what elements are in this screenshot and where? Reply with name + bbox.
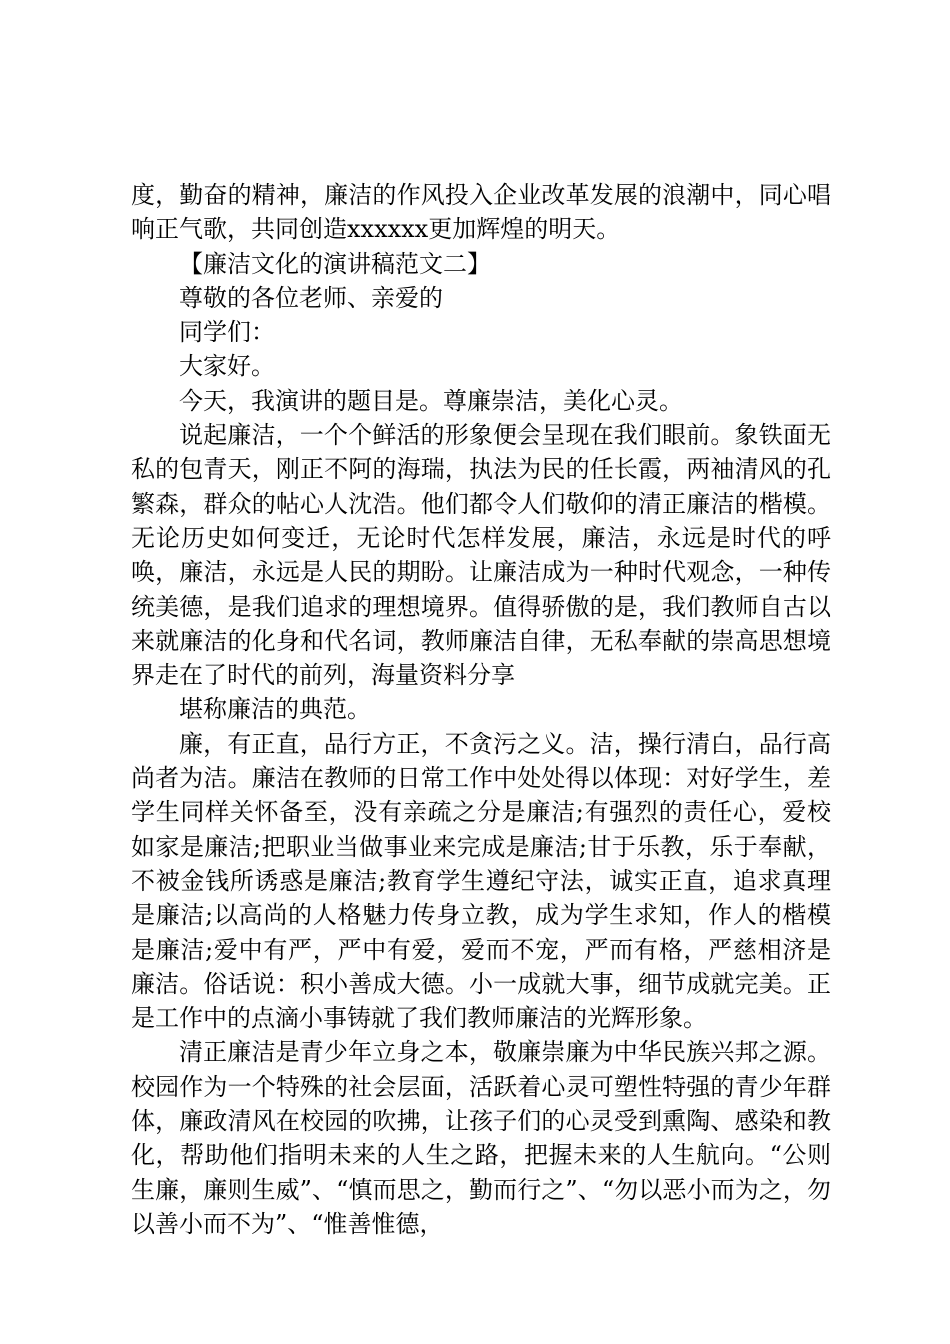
section-heading: 【廉洁文化的演讲稿范文二】 xyxy=(179,249,491,278)
paragraph-role-models: 说起廉洁，一个个鲜活的形象便会呈现在我们眼前。象铁面无私的包青天，刚正不阿的海瑞，执法为民的任长霞，两袖清风的孔繁森，群众的帖心人沈浩。他们都令人们敬仰的清正廉洁的楷模。无论历史如何变迁，无论时代怎样发展，廉洁，永远是时代的呼唤，廉洁，永远是人民的期盼。让廉洁成为一种时代观念，一种传统美德，是我们追求的理想境界。值得骄傲的是，我们教师自古以来就廉洁的化身和代名词，教师廉洁自律，无私奉献的崇高思想境界走在了时代的前列，海量资料分享 xyxy=(131,421,831,690)
speech-topic: 今天，我演讲的题目是。尊廉崇洁，美化心灵。 xyxy=(179,386,683,415)
paragraph-exemplar: 堪称廉洁的典范。 xyxy=(179,695,371,724)
paragraph-continuation: 度，勤奋的精神，廉洁的作风投入企业改革发展的浪潮中，同心唱响正气歌，共同创造xxxxxx更加辉煌的明天。 xyxy=(131,181,831,244)
salutation-line-1: 尊敬的各位老师、亲爱的 xyxy=(179,283,443,312)
document-body xyxy=(131,178,831,1241)
greeting: 大家好。 xyxy=(179,352,275,381)
salutation-line-2: 同学们： xyxy=(179,318,275,347)
paragraph-definition: 廉，有正直，品行方正，不贪污之义。洁，操行清白，品行高尚者为洁。廉洁在教师的日常工作中处处得以体现：对好学生，差学生同样关怀备至，没有亲疏之分是廉洁;有强烈的责任心，爱校如家是廉洁;把职业当做事业来完成是廉洁;甘于乐教，乐于奉献，不被金钱所诱惑是廉洁;教育学生遵纪守法，诚实正直，追求真理是廉洁;以高尚的人格魅力传身立教，成为学生求知，作人的楷模是廉洁;爱中有严，严中有爱，爱而不宠，严而有格，严慈相济是廉洁。俗话说：积小善成大德。小一成就大事，细节成就完美。正是工作中的点滴小事铸就了我们教师廉洁的光辉形象。 xyxy=(131,729,831,1033)
paragraph-campus: 清正廉洁是青少年立身之本，敬廉崇廉为中华民族兴邦之源。校园作为一个特殊的社会层面，活跃着心灵可塑性特强的青少年群体，廉政清风在校园的吹拂，让孩子们的心灵受到熏陶、感染和教化，帮助他们指明未来的人生之路，把握未来的人生航向。“公则生廉，廉则生威”、“慎而思之，勤而行之”、“勿以恶小而为之，勿以善小而不为”、“惟善惟德， xyxy=(131,1038,831,1238)
